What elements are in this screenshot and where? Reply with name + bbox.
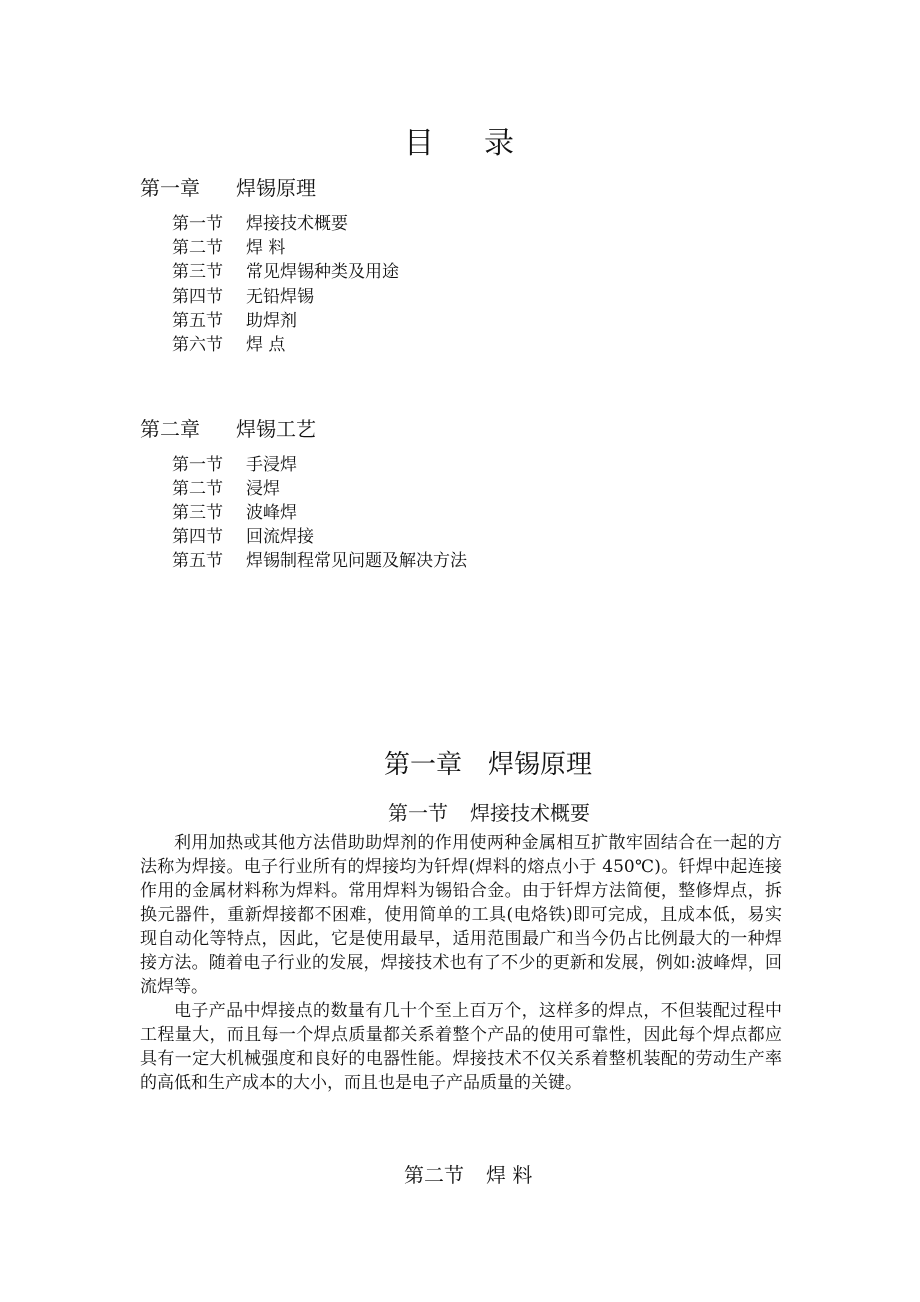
toc-chapter-title: 焊锡工艺 xyxy=(236,417,316,441)
toc-section-num: 第二节 xyxy=(172,479,223,499)
toc-chapter-2[interactable] xyxy=(140,413,316,442)
toc-section-num: 第二节 xyxy=(172,238,223,258)
paragraph-1: 利用加热或其他方法借助助焊剂的作用使两种金属相互扩散牢固结合在一起的方法称为焊接。电子行业所有的焊接均为钎焊(焊料的熔点小于 450℃)。钎焊中起连接作用的金属材料称为焊料。常用焊料为锡铅合金。由于钎焊方法简便，整修焊点，拆换元器件，重新焊接都不困难，使用简单的工具(电烙铁)即可完成，且成本低，易实现自动化等特点，因此，它是使用最早，适用范围最广和当今仍占比例最大的一种焊接方法。随着电子行业的发展，焊接技术也有了不少的更新和发展，例如:波峰焊，回流焊等。 xyxy=(140,833,782,997)
toc-chapter-num: 第二章 xyxy=(140,417,200,441)
toc-section-num: 第一节 xyxy=(172,214,223,234)
toc-section[interactable] xyxy=(172,282,314,307)
toc-section[interactable] xyxy=(172,450,297,475)
chapter-heading xyxy=(384,744,592,781)
chapter-heading-title: 焊锡原理 xyxy=(488,750,593,780)
toc-section-title: 无铅焊锡 xyxy=(246,287,314,307)
toc-section-title: 回流焊接 xyxy=(246,527,314,547)
toc-section-num: 第一节 xyxy=(172,455,223,475)
chapter-heading-num: 第一章 xyxy=(384,750,463,780)
toc-section-title: 助焊剂 xyxy=(246,311,297,331)
paragraph-2: 电子产品中焊接点的数量有几十个至上百万个，这样多的焊点，不但装配过程中工程量大，而且每一个焊点质量都关系着整个产品的使用可靠性，因此每个焊点都应具有一定大机械强度和良好的电器性能。焊接技术不仅关系着整机装配的劳动生产率的高低和生产成本的大小，而且也是电子产品质量的关键。 xyxy=(140,1001,782,1093)
toc-section-num: 第五节 xyxy=(172,311,223,331)
toc-chapter-num: 第一章 xyxy=(140,176,200,200)
section-heading-num: 第二节 xyxy=(404,1163,464,1187)
toc-section-title: 焊接技术概要 xyxy=(246,214,348,234)
toc-section-num: 第四节 xyxy=(172,527,223,547)
toc-section[interactable] xyxy=(172,546,467,571)
toc-section-num: 第五节 xyxy=(172,551,223,571)
toc-chapter-title: 焊锡原理 xyxy=(236,176,316,200)
toc-section[interactable] xyxy=(172,209,348,234)
toc-section-title: 浸焊 xyxy=(246,479,280,499)
toc-section-title: 焊 料 xyxy=(246,238,286,258)
toc-section[interactable] xyxy=(172,233,285,258)
toc-section[interactable] xyxy=(172,474,280,499)
section-heading-2 xyxy=(404,1159,532,1188)
section-heading-title: 焊接技术概要 xyxy=(470,801,590,825)
toc-section[interactable] xyxy=(172,498,297,523)
toc-section[interactable] xyxy=(172,306,297,331)
toc-title-right: 录 xyxy=(484,126,516,161)
toc-section-num: 第三节 xyxy=(172,262,223,282)
toc-title-left: 目 xyxy=(404,126,436,161)
toc-title xyxy=(0,118,920,162)
toc-section[interactable] xyxy=(172,330,285,355)
toc-section[interactable] xyxy=(172,257,399,282)
section-heading-title: 焊 料 xyxy=(486,1163,533,1187)
toc-section-title: 焊 点 xyxy=(246,335,286,355)
toc-section-title: 常见焊锡种类及用途 xyxy=(246,262,399,282)
section-heading-num: 第一节 xyxy=(388,801,448,825)
section-heading-1 xyxy=(388,797,590,826)
toc-section-title: 手浸焊 xyxy=(246,455,297,475)
toc-section-num: 第三节 xyxy=(172,503,223,523)
toc-section-title: 波峰焊 xyxy=(246,503,297,523)
toc-chapter-1[interactable] xyxy=(140,172,316,201)
toc-section-num: 第四节 xyxy=(172,287,223,307)
toc-section[interactable] xyxy=(172,522,314,547)
toc-section-num: 第六节 xyxy=(172,335,223,355)
toc-section-title: 焊锡制程常见问题及解决方法 xyxy=(246,551,467,571)
